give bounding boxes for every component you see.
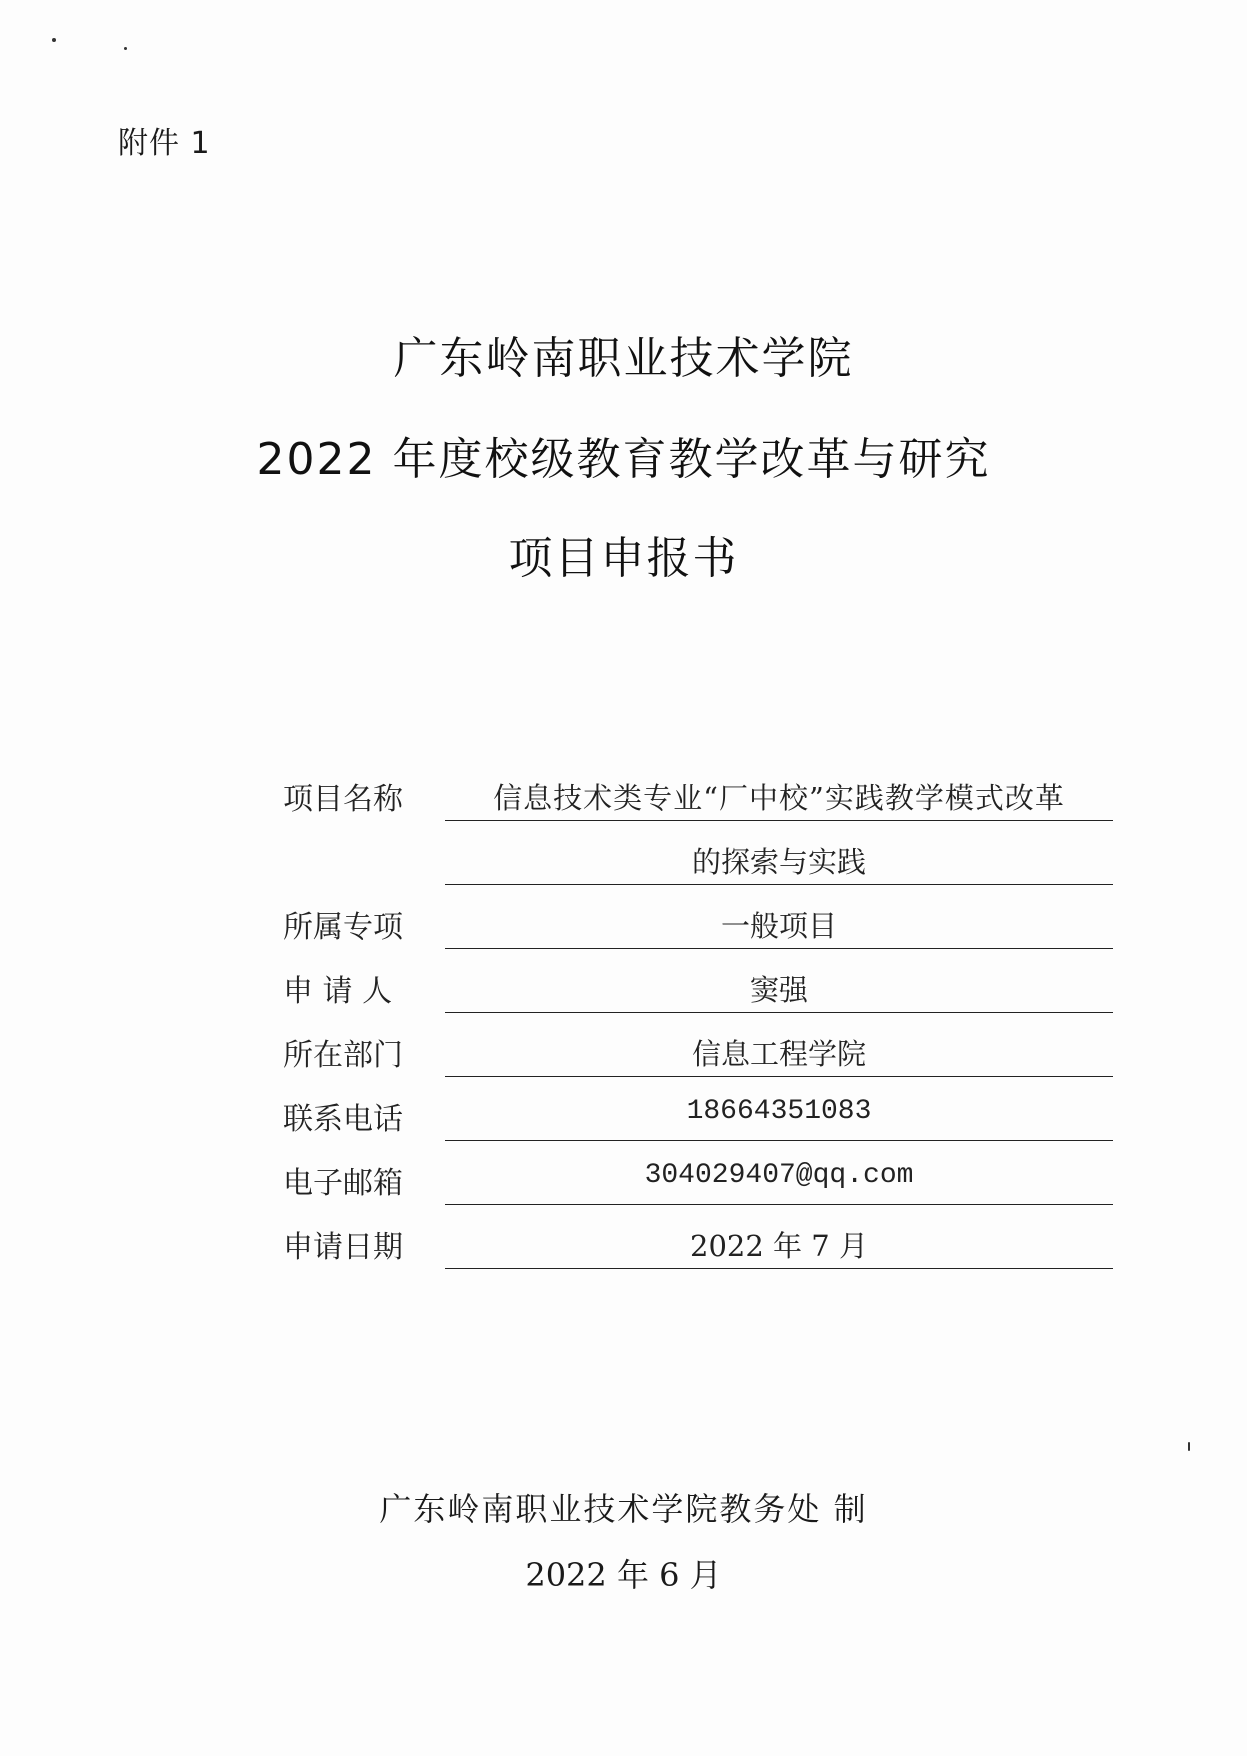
phone-value: 18664351083 (686, 1096, 872, 1127)
department-value: 信息工程学院 (691, 1037, 866, 1071)
category-value: 一般项目 (720, 909, 837, 943)
project-name-field (445, 768, 1113, 821)
applicant-label: 申 请 人 (283, 974, 393, 1009)
category-field (445, 896, 1113, 949)
attachment-label: 附件 1 (118, 126, 211, 161)
form-row-category (283, 896, 1123, 960)
apply-date-label: 申请日期 (283, 1230, 403, 1265)
phone-label: 联系电话 (283, 1102, 403, 1137)
department-label: 所在部门 (283, 1038, 403, 1073)
form-row-applicant (283, 960, 1123, 1024)
page-title-line-2: 2022 年度校级教育教学改革与研究 (256, 434, 991, 485)
scan-speck (124, 47, 127, 50)
category-label: 所属专项 (283, 910, 403, 945)
page-title-line-1: 广东岭南职业技术学院 (393, 333, 854, 384)
project-name-field-cont (445, 832, 1113, 885)
form-row-project-name-cont (283, 832, 1123, 896)
apply-date-field (445, 1216, 1113, 1269)
scan-speck (52, 38, 56, 42)
form-row-phone (283, 1088, 1123, 1152)
applicant-field (445, 960, 1113, 1013)
page-title-line-3: 项目申报书 (508, 533, 739, 584)
email-label: 电子邮箱 (283, 1166, 403, 1201)
applicant-value: 窦强 (749, 973, 808, 1007)
scan-speck (1188, 1442, 1190, 1451)
phone-field (445, 1088, 1113, 1141)
form-row-department (283, 1024, 1123, 1088)
form-row-email (283, 1152, 1123, 1216)
project-name-label: 项目名称 (283, 782, 403, 817)
form-row-apply-date (283, 1216, 1123, 1280)
issue-date: 2022 年 6 月 (525, 1556, 722, 1594)
email-field (445, 1152, 1113, 1205)
form-row-project-name (283, 768, 1123, 832)
project-name-value-line-1: 信息技术类专业“厂中校”实践教学模式改革 (493, 781, 1065, 815)
apply-date-value: 2022 年 7 月 (690, 1229, 868, 1263)
application-form (283, 768, 1123, 1280)
issuer-line: 广东岭南职业技术学院教务处 制 (379, 1490, 868, 1528)
email-value: 304029407@qq.com (644, 1160, 914, 1191)
project-name-value-line-2: 的探索与实践 (691, 845, 866, 879)
department-field (445, 1024, 1113, 1077)
